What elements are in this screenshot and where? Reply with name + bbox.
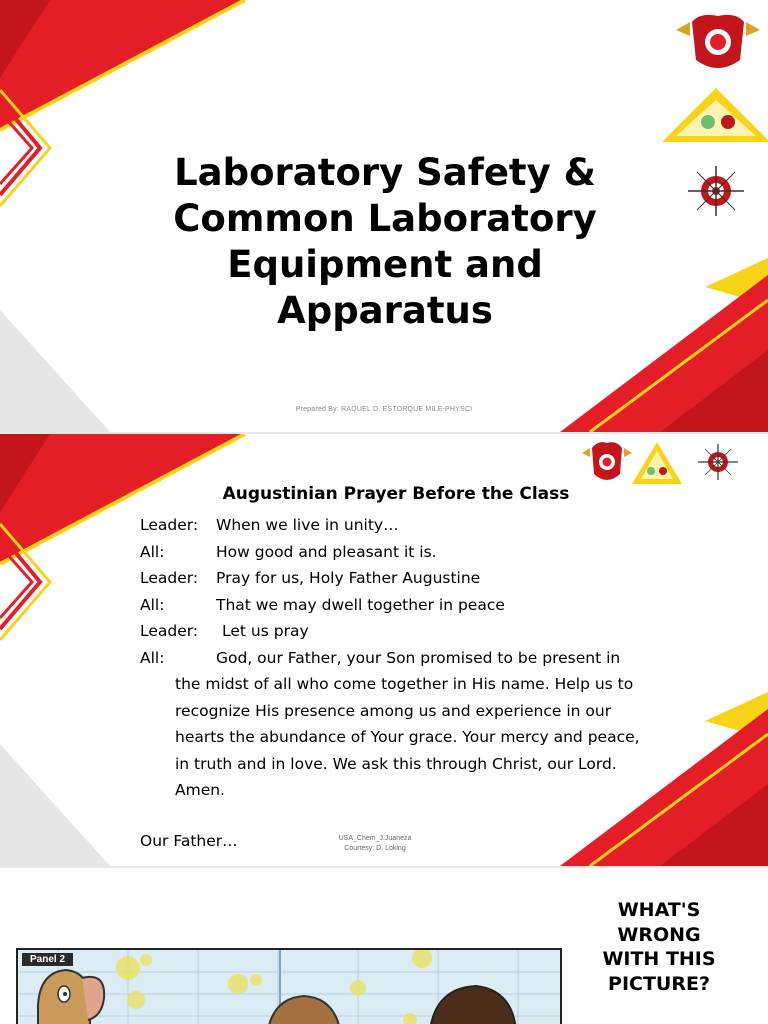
university-seal-logo xyxy=(582,442,632,480)
speaker-label: All: xyxy=(140,542,165,561)
question-heading xyxy=(574,898,744,996)
speaker-label: Leader: xyxy=(140,516,199,534)
cartoon-character-left xyxy=(38,970,104,1024)
question-line: WRONG xyxy=(617,923,701,946)
prayer-continuation: in truth and in love. We ask this through Christ, our Lord. xyxy=(175,754,617,773)
prayer-continuation: hearts the abundance of Your grace. Your mercy and peace, xyxy=(175,728,640,746)
prayer-line xyxy=(140,512,660,539)
prayer-text: Pray for us, Holy Father Augustine xyxy=(216,569,481,587)
prayer-line xyxy=(140,618,660,645)
speaker-label: Leader: xyxy=(140,569,199,587)
department-triangle-logo xyxy=(632,442,682,484)
compass-emblem-logo xyxy=(698,444,738,480)
question-line: WITH THIS xyxy=(602,948,716,970)
gray-triangle xyxy=(0,744,110,866)
university-seal-logo xyxy=(676,15,760,68)
speaker-label: All: xyxy=(140,595,165,614)
closing-prayer: Our Father… xyxy=(140,832,238,850)
prayer-continuation: recognize His presence among us and experience in our xyxy=(175,701,612,720)
credit-line: USA_Chem_J.Juaneza xyxy=(338,835,412,842)
quiz-slide xyxy=(0,868,768,1024)
credit-line: Courtesy: D. Loking xyxy=(344,845,406,852)
prayer-text: How good and pleasant it is. xyxy=(216,542,437,561)
prayer-slide xyxy=(0,434,768,866)
title-slide xyxy=(0,0,768,432)
question-line: PICTURE? xyxy=(608,972,710,995)
prayer-line xyxy=(140,592,660,619)
prayer-line xyxy=(140,645,660,672)
prayer-line xyxy=(140,565,660,592)
title-line: Common Laboratory xyxy=(173,197,597,240)
prayer-text: When we live in unity… xyxy=(216,516,399,534)
prepared-by: Prepared By: RAQUEL D. ESTORQUE MILE-PHYSCI xyxy=(295,406,473,413)
comic-illustration xyxy=(18,950,560,1024)
prayer-continuation: Amen. xyxy=(175,781,225,799)
title-line: Laboratory Safety & xyxy=(174,151,596,194)
question-line: WHAT'S xyxy=(617,899,701,921)
compass-emblem-logo xyxy=(688,166,744,216)
presentation-title xyxy=(90,150,680,334)
title-line: Equipment and xyxy=(227,243,543,286)
prayer-text: That we may dwell together in peace xyxy=(216,595,505,614)
prayer-text: God, our Father, your Son promised to be present in xyxy=(216,648,621,667)
prayer-line xyxy=(140,539,660,566)
department-triangle-logo xyxy=(662,88,768,142)
slide-credits xyxy=(310,834,440,854)
prayer-body xyxy=(140,512,660,804)
prayer-text: Let us pray xyxy=(222,622,309,640)
panel-label: Panel 2 xyxy=(22,953,73,966)
title-line: Apparatus xyxy=(277,289,493,332)
comic-panel-image xyxy=(16,948,562,1024)
speaker-label: All: xyxy=(140,648,165,667)
prayer-continuation: the midst of all who come together in His name. Help us to xyxy=(175,675,634,693)
speaker-label: Leader: xyxy=(140,622,199,640)
prayer-title: Augustinian Prayer Before the Class xyxy=(222,484,570,504)
